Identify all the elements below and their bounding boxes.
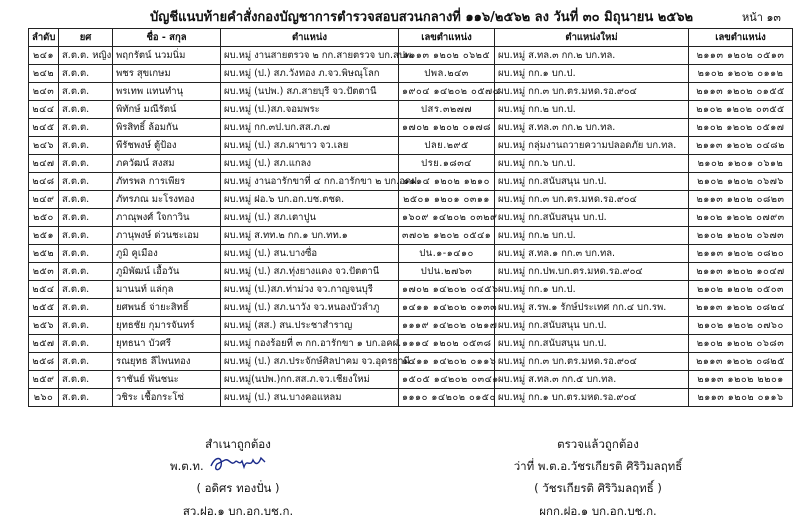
row-position-number: ๒๕๐๑ ๑๒๐๑ ๐๓๑๑ [399,191,495,209]
row-rank: ส.ต.ต. [59,227,113,245]
row-name: ภูมิ คูเมือง [113,245,221,263]
table-row [29,227,793,245]
table-row [29,263,793,281]
left-signer-name: ( อดิศร ทองปั่น ) [196,481,280,495]
row-new-position-number: ๒๑๑๓ ๑๒๐๒ ๐๘๒๓ [689,191,793,209]
row-new-position-number: ๒๑๐๒ ๑๒๐๒ ๐๖๗๓ [689,227,793,245]
table-row [29,137,793,155]
row-name: พชร สุขเกษม [113,65,221,83]
row-new-position: ผบ.หมู่ ส.ทล.๓ กก.๕ บก.ทล. [495,371,689,389]
row-new-position-number: ๒๑๑๓ ๑๒๐๒ ๒๒๐๑ [689,371,793,389]
row-new-position: ผบ.หมู่ กลุ่มงานถวายความปลอดภัย บก.ทล. [495,137,689,155]
row-name: พฤกรัตน์ นวมนิ่ม [113,47,221,65]
row-position: ผบ.หมู่ (สส.) สน.ประชาสำราญ [221,317,399,335]
row-name: ราชันย์ พันชนะ [113,371,221,389]
row-name: วชิระ เชื้อกระโซ่ [113,389,221,407]
row-position-number: ๑๗๐๒ ๑๒๐๒ ๐๑๗๘ [399,119,495,137]
row-position-number: ปลย.๒๙๕ [399,137,495,155]
row-position-number: ปพล.๒๔๓ [399,65,495,83]
table-row [29,281,793,299]
table-row [29,155,793,173]
row-rank: ส.ต.ต. [59,83,113,101]
table-row [29,119,793,137]
table-row [29,317,793,335]
row-number: ๒๔๑ [29,47,59,65]
page-number: หน้า ๑๓ [742,11,781,24]
row-new-position-number: ๒๑๐๒ ๑๒๐๑ ๐๖๑๒ [689,155,793,173]
row-new-position-number: ๒๑๐๒ ๑๒๐๒ ๐๕๑๗ [689,119,793,137]
row-position: ผบ.หมู่ กองร้อยที่ ๓ กก.อารักขา ๑ บก.อคฝ. [221,335,399,353]
row-new-position-number: ๒๑๐๒ ๑๒๐๒ ๐๗๖๐ [689,317,793,335]
right-signer-title: ว่าที่ พ.ต.อ.วัชรเกียรติ ศิริวิมลฤทธิ์ [513,459,683,473]
row-position: ผบ.หมู่ (ป.) สภ.ผาขาว จว.เลย [221,137,399,155]
row-number: ๒๕๙ [29,371,59,389]
row-position-number: ๑๖๐๙ ๑๔๒๐๒ ๐๓๒๙ [399,209,495,227]
row-position: ผบ.หมู่ (ป.)สภ.จอมพระ [221,101,399,119]
row-position: ผบ.หมู่ (ป.) สภ.วังทอง ภ.จว.พิษณุโลก [221,65,399,83]
row-name: ภาณุพงศ์ ใจกาวิน [113,209,221,227]
row-position: ผบ.หมู่ (ป.) สภ.แกลง [221,155,399,173]
row-new-position: ผบ.หมู่ กก.สนับสนุน บก.ป. [495,335,689,353]
row-number: ๒๕๕ [29,299,59,317]
right-signer-name: ( วัชรเกียรติ ศิริวิมลฤทธิ์ ) [534,481,662,495]
row-new-position-number: ๒๑๑๓ ๑๒๐๒ ๑๐๔๗ [689,263,793,281]
row-new-position: ผบ.หมู่ กก.๑ บก.ป. [495,281,689,299]
verified-heading: ตรวจแล้วถูกต้อง [557,437,639,451]
row-new-position-number: ๒๑๑๓ ๑๒๐๒ ๐๑๑๖ [689,389,793,407]
row-new-position: ผบ.หมู่ กก.๖ บก.ป. [495,155,689,173]
row-new-position-number: ๒๑๑๓ ๑๒๐๒ ๐๕๑๓ [689,47,793,65]
col-header-position: ตำแหน่ง [221,29,399,47]
row-number: ๒๕๘ [29,353,59,371]
row-position: ผบ.หมู่ งานสายตรวจ ๒ กก.สายตรวจ บก.สปพ. [221,47,399,65]
row-name: ยุทธชัย กุมารจันทร์ [113,317,221,335]
row-rank: ส.ต.ต. [59,299,113,317]
row-rank: ส.ต.ต. [59,119,113,137]
col-header-no: ลำดับ [29,29,59,47]
table-row [29,65,793,83]
table-row [29,101,793,119]
row-position: ผบ.หมู่ (ป.) สภ.ประจักษ์ศิลปาคม จว.อุดรธานี [221,353,399,371]
row-new-position: ผบ.หมู่ กก.๒ บก.ป. [495,227,689,245]
col-header-rank: ยศ [59,29,113,47]
table-row [29,353,793,371]
row-name: ภานุพงษ์ ด่วนชะเอม [113,227,221,245]
row-position: ผบ.หมู่ (ป.) สภ.นาวัง จว.หนองบัวลำภู [221,299,399,317]
row-position: ผบ.หมู่ (ป.) สน.บางซื่อ [221,245,399,263]
table-row [29,299,793,317]
row-position-number: ปปน.๒๗๖๓ [399,263,495,281]
table-row [29,371,793,389]
personnel-table [28,28,793,407]
row-new-position-number: ๒๑๑๓ ๑๒๐๒ ๐๘๒๕ [689,353,793,371]
row-rank: ส.ต.ต. [59,137,113,155]
row-position: ผบ.หมู่ (ป.) สภ.เตาปูน [221,209,399,227]
row-position-number: ๑๑๑๐ ๑๔๒๐๒ ๐๑๕๐ [399,389,495,407]
row-new-position-number: ๒๑๑๓ ๑๒๐๒ ๐๘๒๐ [689,245,793,263]
row-new-position-number: ๒๑๐๒ ๑๒๐๒ ๐๖๗๖ [689,173,793,191]
table-row [29,335,793,353]
row-position-number: ๑๑๑๔ ๑๒๐๒ ๑๒๑๐ [399,173,495,191]
row-new-position: ผบ.หมู่ กก.สนับสนุน บก.ป. [495,209,689,227]
row-name: ยศพนธ์ จ่ายะสิทธิ์ [113,299,221,317]
table-row [29,389,793,407]
row-position-number: ๑๑๑๔ ๑๒๐๒ ๐๕๓๘ [399,335,495,353]
row-name: ภูมิพัฒน์ เอื้อวัน [113,263,221,281]
row-position: ผบ.หมู่ (ป.)สภ.ท่าม่วง จว.กาญจนบุรี [221,281,399,299]
row-new-position: ผบ.หมู่ กก.๓ บก.ตร.มหด.รอ.๙๐๔ [495,83,689,101]
certified-copy-heading: สำเนาถูกต้อง [205,437,271,451]
row-position-number: ปสร.๓๒๗๗ [399,101,495,119]
row-name: รณยุทธ ลีไพนทอง [113,353,221,371]
row-rank: ส.ต.ต. [59,317,113,335]
row-rank: ส.ต.ต. [59,155,113,173]
row-rank: ส.ต.ต. [59,371,113,389]
row-position: ผบ.หมู่ (นปพ.) สภ.สายบุรี จว.ปัตตานี [221,83,399,101]
row-number: ๒๔๔ [29,101,59,119]
table-row [29,245,793,263]
col-header-name: ชื่อ - สกุล [113,29,221,47]
row-name: พิรสิทธิ์ ล้อมกัน [113,119,221,137]
table-row [29,191,793,209]
row-position-number: ปน.๑-๑๔๑๐ [399,245,495,263]
table-header-row [29,29,793,47]
row-new-position: ผบ.หมู่ กก.๒ บก.ป. [495,101,689,119]
row-number: ๒๕๐ [29,209,59,227]
row-new-position: ผบ.หมู่ กก.๑ บก.ตร.มหด.รอ.๙๐๔ [495,389,689,407]
row-new-position-number: ๒๑๐๒ ๑๒๐๒ ๐๖๘๓ [689,335,793,353]
row-new-position: ผบ.หมู่ ส.ทล.๓ กก.๒ บก.ทล. [495,119,689,137]
col-header-new-position: ตำแหน่งใหม่ [495,29,689,47]
left-signer-rank: พ.ต.ท. [170,459,204,473]
row-rank: ส.ต.ต. [59,65,113,83]
row-position-number: ๓๗๐๒ ๑๒๐๒ ๐๕๔๑ [399,227,495,245]
row-number: ๒๔๒ [29,65,59,83]
row-position: ผบ.หมู่(นปพ.)กก.สส.ภ.จว.เชียงใหม่ [221,371,399,389]
row-number: ๒๖๐ [29,389,59,407]
row-position: ผบ.หมู่ งานอารักขาที่ ๔ กก.อารักขา ๒ บก.อคฝ. [221,173,399,191]
row-new-position-number: ๒๑๐๒ ๑๒๐๒ ๐๗๙๓ [689,209,793,227]
row-number: ๒๔๕ [29,119,59,137]
row-new-position: ผบ.หมู่ กก.๑ บก.ป. [495,65,689,83]
row-new-position-number: ๒๑๐๒ ๑๒๐๒ ๐๓๕๕ [689,101,793,119]
row-position-number: ๑๑๑๙ ๑๔๒๐๒ ๐๒๑๗ [399,317,495,335]
row-number: ๒๕๖ [29,317,59,335]
row-new-position-number: ๒๑๑๓ ๑๒๐๒ ๐๔๘๒ [689,137,793,155]
row-rank: ส.ต.ต. [59,101,113,119]
row-number: ๒๕๓ [29,263,59,281]
row-rank: ส.ต.ต. [59,353,113,371]
row-name: พีรัชพงษ์ ตู้ป้อง [113,137,221,155]
row-position-number: ปรย.๑๘๓๔ [399,155,495,173]
row-number: ๒๔๓ [29,83,59,101]
left-signer-unit: สว.ฝอ.๑ บก.อก.บช.ก. [182,504,294,518]
table-row [29,173,793,191]
row-position: ผบ.หมู่ กก.๓ป.บก.สส.ภ.๗ [221,119,399,137]
row-rank: ส.ต.ต. [59,173,113,191]
row-new-position-number: ๒๑๑๓ ๑๒๐๒ ๐๑๕๕ [689,83,793,101]
row-new-position: ผบ.หมู่ ส.ทล.๓ กก.๒ บก.ทล. [495,47,689,65]
row-position-number: ๑๕๐๕ ๑๔๒๐๒ ๐๓๔๑ [399,371,495,389]
row-number: ๒๕๔ [29,281,59,299]
row-rank: ส.ต.ต. [59,389,113,407]
row-position-number: ๑๙๐๔ ๑๔๒๐๒ ๐๕๗๔ [399,83,495,101]
table-row [29,47,793,65]
col-header-position-number: เลขตำแหน่ง [399,29,495,47]
row-name: ยุทธนา บัวศรี [113,335,221,353]
row-position-number: ๑๔๑๑ ๑๔๒๐๒ ๐๑๑๖ [399,353,495,371]
row-new-position: ผบ.หมู่ ส.ทล.๑ กก.๓ บก.ทล. [495,245,689,263]
row-number: ๒๔๘ [29,173,59,191]
row-position-number: ๑๔๑๑ ๑๔๒๐๒ ๐๑๓๓ [399,299,495,317]
row-position-number: ๑๑๑๓ ๑๒๐๒ ๐๖๒๕ [399,47,495,65]
row-new-position: ผบ.หมู่ กก.๓ บก.ตร.มหด.รอ.๙๐๔ [495,191,689,209]
right-signer-unit: ผกก.ฝอ.๑ บก.อก.บช.ก. [539,504,657,518]
col-header-new-position-number: เลขตำแหน่ง [689,29,793,47]
row-number: ๒๕๑ [29,227,59,245]
handwritten-signature [209,452,269,474]
row-new-position: ผบ.หมู่ กก.ปพ.บก.ตร.มหด.รอ.๙๐๔ [495,263,689,281]
row-position-number: ๑๗๐๒ ๑๔๒๐๒ ๐๔๕๖ [399,281,495,299]
row-new-position-number: ๒๑๑๓ ๑๒๐๒ ๐๘๒๔ [689,299,793,317]
row-number: ๒๔๙ [29,191,59,209]
row-rank: ส.ต.ต. [59,245,113,263]
row-position: ผบ.หมู่ ฝอ.๖ บก.อก.บช.ตชด. [221,191,399,209]
row-position: ผบ.หมู่ (ป.) สภ.ทุ่งยางแดง จว.ปัตตานี [221,263,399,281]
row-name: พิทักษ์ มณีรัตน์ [113,101,221,119]
row-rank: ส.ต.ต. [59,281,113,299]
row-rank: ส.ต.ต. [59,263,113,281]
row-number: ๒๕๒ [29,245,59,263]
row-new-position: ผบ.หมู่ กก.๓ บก.ตร.มหด.รอ.๙๐๔ [495,353,689,371]
row-rank: ส.ต.ต. [59,209,113,227]
row-name: ภัทรพล การเพียร [113,173,221,191]
row-rank: ส.ต.ต. [59,191,113,209]
row-new-position: ผบ.หมู่ กก.สนับสนุน บก.ป. [495,317,689,335]
row-rank: ส.ต.ต. [59,335,113,353]
document-title: บัญชีแนบท้ายคำสั่งกองบัญชาการตำรวจสอบสวนกลางที่ ๑๑๖/๒๕๖๒ ลง วันที่ ๓๐ มิถุนายน ๒๕๖๒ [150,10,694,25]
row-new-position: ผบ.หมู่ กก.สนับสนุน บก.ป. [495,173,689,191]
row-new-position-number: ๒๑๐๒ ๑๒๐๒ ๐๕๐๓ [689,281,793,299]
row-name: ภควัฒน์ สงสม [113,155,221,173]
row-new-position-number: ๒๑๐๒ ๑๒๐๒ ๐๑๑๒ [689,65,793,83]
row-position: ผบ.หมู่ (ป.) สน.บางคอแหลม [221,389,399,407]
row-position: ผบ.หมู่ ส.ทท.๒ กก.๑ บก.ทท.๑ [221,227,399,245]
row-number: ๒๔๖ [29,137,59,155]
table-row [29,83,793,101]
row-name: พรเทพ แทนทำนุ [113,83,221,101]
row-name: มานนท์ แล่กุล [113,281,221,299]
table-row [29,209,793,227]
row-number: ๒๔๗ [29,155,59,173]
row-number: ๒๕๗ [29,335,59,353]
row-rank: ส.ต.ต. หญิง [59,47,113,65]
row-new-position: ผบ.หมู่ ส.รพ.๑ รักษ์ประเทศ กก.๔ บก.รพ. [495,299,689,317]
row-name: ภัทรภณ มะโรงทอง [113,191,221,209]
